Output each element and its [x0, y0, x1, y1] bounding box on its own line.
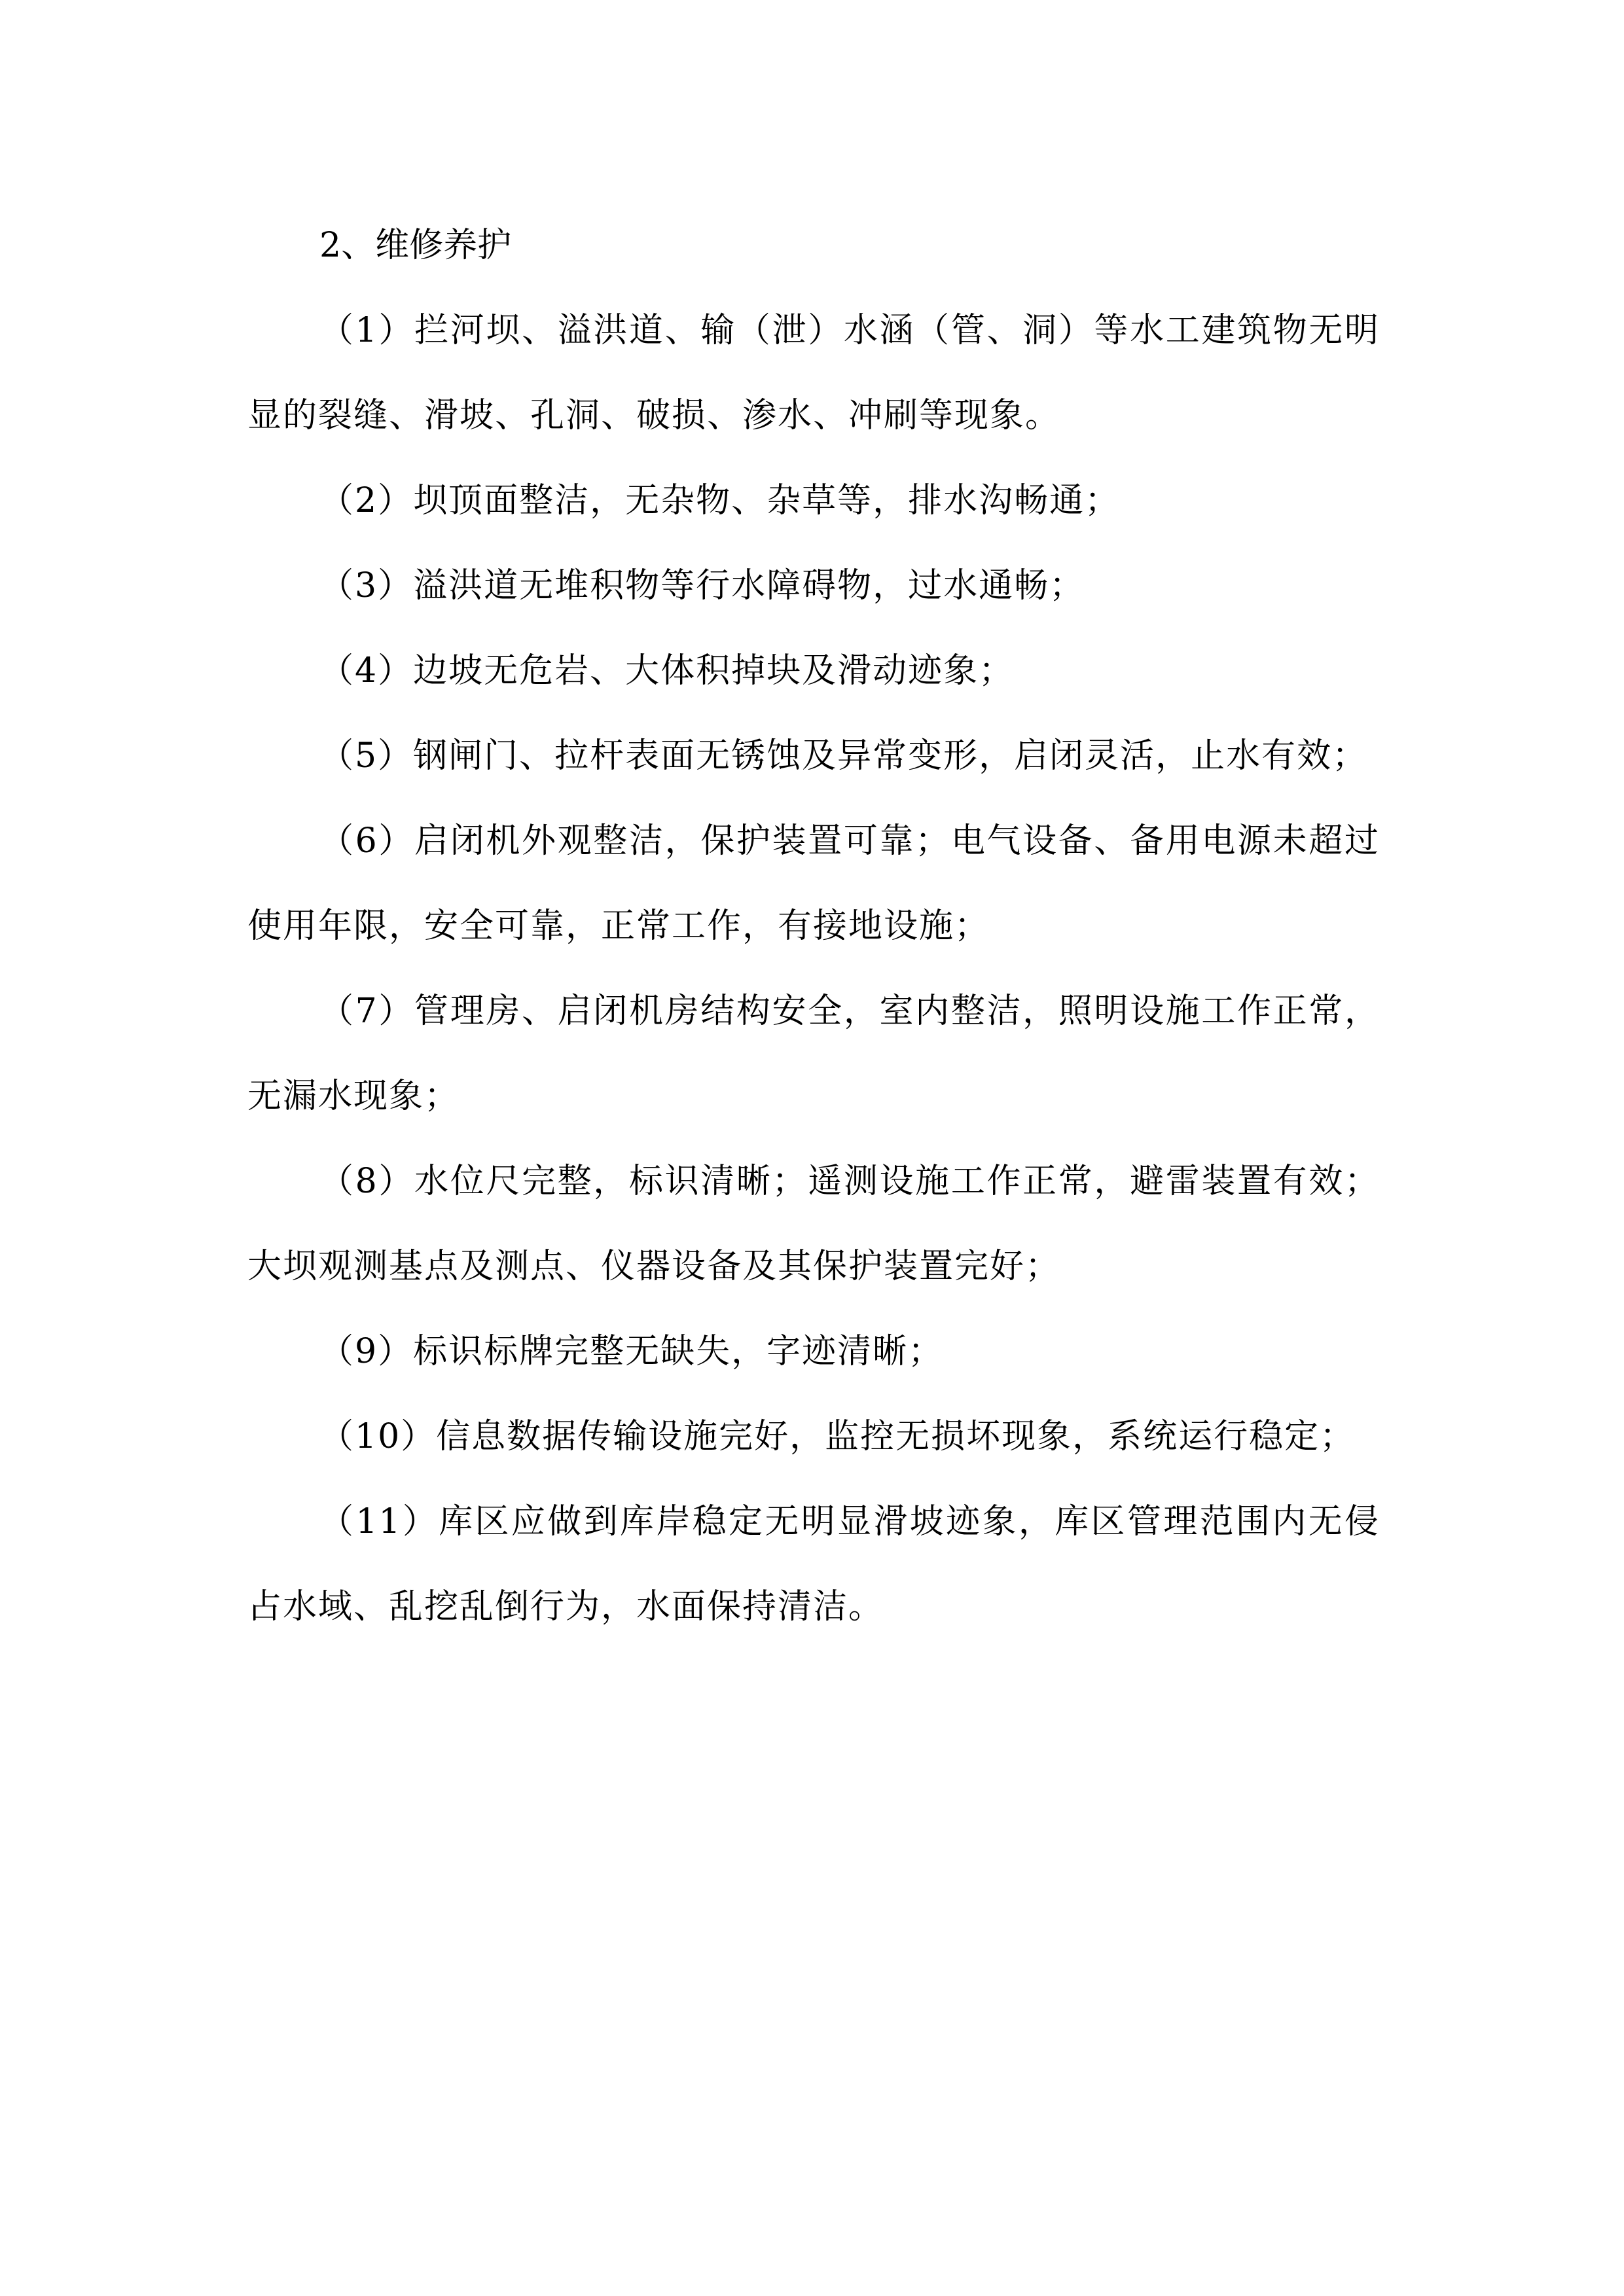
- paragraph-11: （11）库区应做到库岸稳定无明显滑坡迹象，库区管理范围内无侵占水域、乱挖乱倒行为，水面保持清洁。: [247, 1502, 1380, 1626]
- paragraph-6: （6）启闭机外观整洁，保护装置可靠；电气设备、备用电源未超过使用年限，安全可靠，正常工作，有接地设施；: [247, 821, 1380, 946]
- paragraph-1: （1）拦河坝、溢洪道、输（泄）水涵（管、洞）等水工建筑物无明显的裂缝、滑坡、孔洞、破损、渗水、冲刷等现象。: [247, 311, 1380, 435]
- paragraph-10: （10）信息数据传输设施完好，监控无损坏现象，系统运行稳定；: [319, 1417, 1356, 1456]
- paragraph-5: （5）钢闸门、拉杆表面无锈蚀及异常变形，启闭灵活，止水有效；: [319, 736, 1368, 776]
- section-heading: 2、维修养护: [319, 226, 512, 265]
- paragraph-7: （7）管理房、启闭机房结构安全，室内整洁，照明设施工作正常，无漏水现象；: [247, 992, 1380, 1116]
- document-body: [247, 203, 1380, 1649]
- paragraph-4: （4）边坡无危岩、大体积掉块及滑动迹象；: [319, 651, 1015, 691]
- paragraph-9: （9）标识标牌完整无缺失，字迹清晰；: [319, 1332, 944, 1371]
- paragraph-3: （3）溢洪道无堆积物等行水障碍物，过水通畅；: [319, 566, 1085, 605]
- paragraph-8: （8）水位尺完整，标识清晰；遥测设施工作正常，避雷装置有效；大坝观测基点及测点、仪器设备及其保护装置完好；: [247, 1162, 1380, 1286]
- paragraph-2: （2）坝顶面整洁，无杂物、杂草等，排水沟畅通；: [319, 481, 1121, 520]
